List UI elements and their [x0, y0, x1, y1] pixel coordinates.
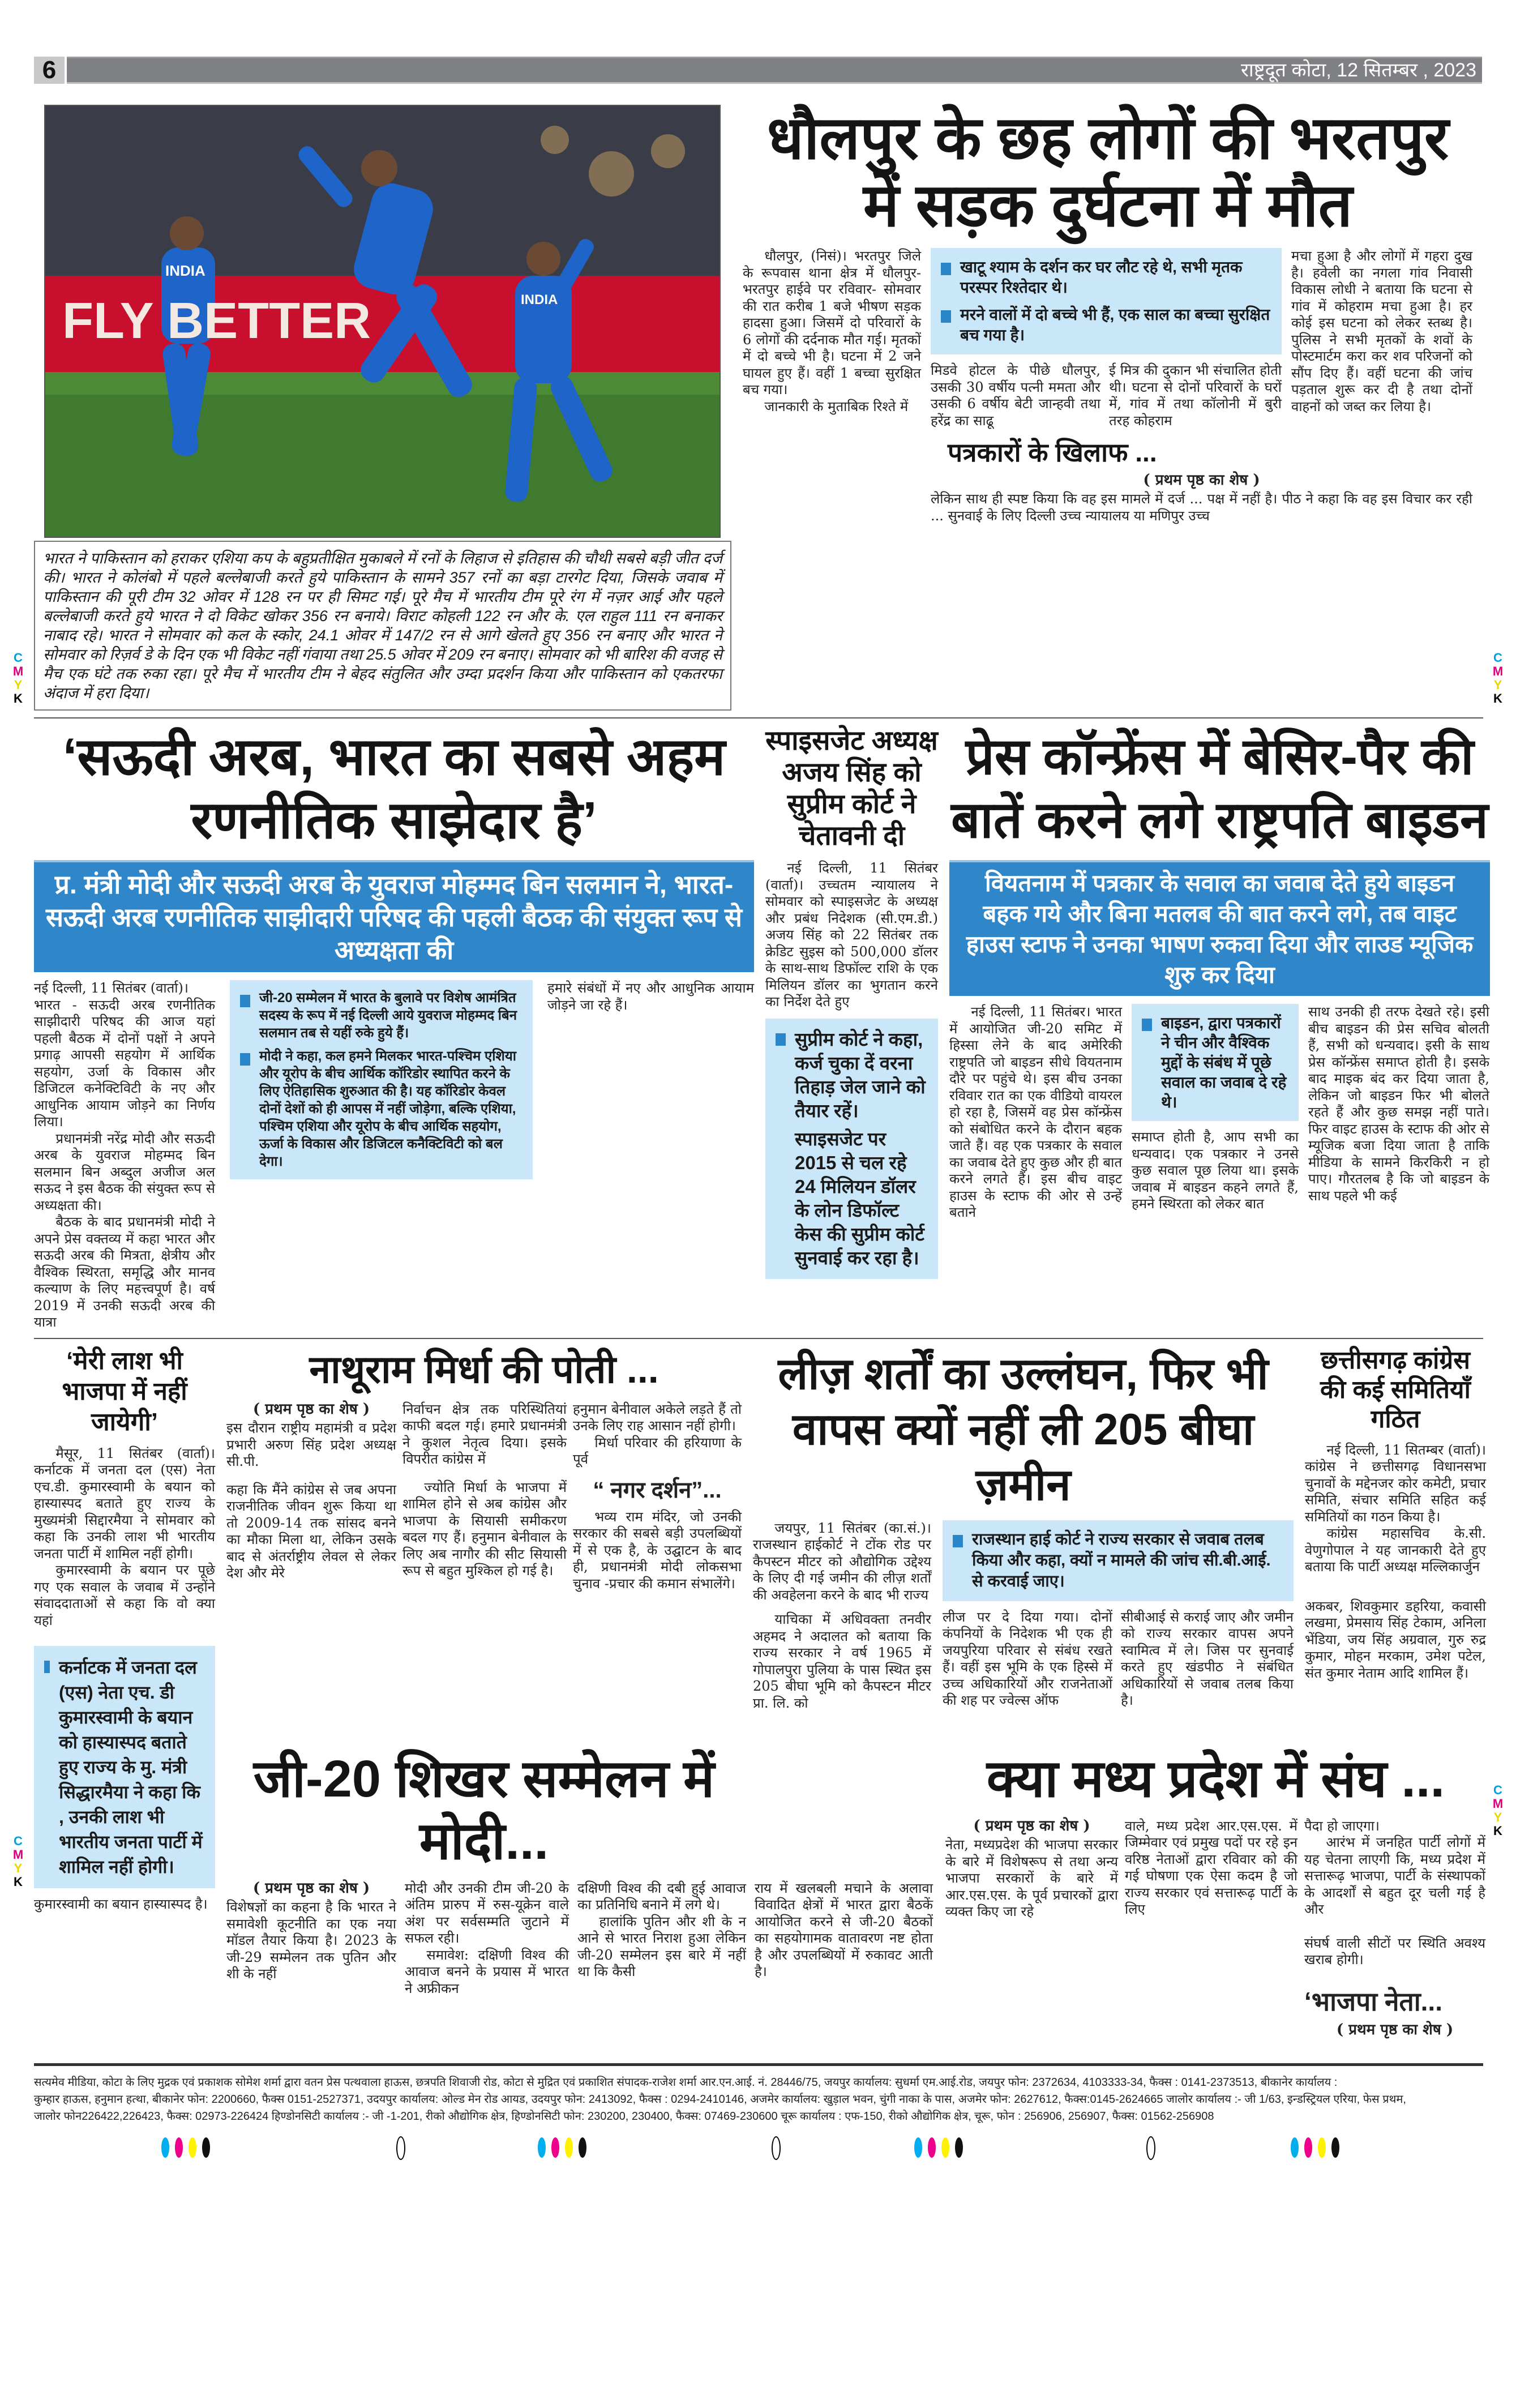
banner-biden: वियतनाम में पत्रकार के सवाल का जवाब देते हुये बाइडन बहक गये और बिना मतलब की बात करने लगे, तब वाइट हाउस स्टाफ ने उनका भाषण रुकवा दिया और लाउड म्यूजिक शुरु कर दिया	[949, 860, 1490, 996]
paragraph: जयपुर, 11 सितंबर (का.सं.)। राजस्थान हाईकोर्ट ने टोंक रोड पर कैपस्टन मीटर को औद्योगिक उद्देश्य के लिए दी गई जमीन की लीज़ शर्तों की अवहेलना करने के बाद भी राज्य	[753, 1520, 931, 1603]
article-biden-col3	[1308, 1004, 1489, 1204]
article-mp-col1	[945, 1818, 1118, 1921]
lower-right	[226, 1346, 1497, 2041]
article-dholpur-col2	[931, 362, 1100, 429]
paragraph: इस दौरान राष्ट्रीय महामंत्री व प्रदेश प्रभारी अरुण सिंह प्रदेश अध्यक्ष सी.पी.	[226, 1420, 396, 1469]
lease-section	[753, 1346, 1294, 1712]
bullet-icon	[776, 1033, 786, 1046]
cmyk-y: Y	[14, 678, 23, 692]
subheading-nagar-darshan: “ नगर दर्शन”...	[593, 1477, 722, 1503]
highlight-text: जी-20 सम्मेलन में भारत के बुलावे पर विशेष आमंत्रित सदस्य के रूप में नई दिल्ली आये युवराज मोहम्मद बिन सलमान तब से यहीं रुके हुये हैं।	[259, 990, 517, 1041]
paragraph: बैठक के बाद प्रधानमंत्री मोदी ने अपने प्रेस वक्तव्य में कहा भारत और सऊदी अरब की मित्रता, क्षेत्रीय और वैश्विक स्थिरता, समृद्धि और मानव कल्याण के लिए महत्त्वपूर्ण है। वर्ष 2019 में उनकी सऊदी अरब की यात्रा	[34, 1214, 215, 1330]
imprint-line: जालोर फोन226422,226423, फैक्स: 02973-226424 हिण्डोनसिटी कार्यालय :- जी -1-201, रीको औद्योगिक क्षेत्र, हिण्डोनसिटी फोन: 230200, 230400, फैक्स: 07469-230600 चूरू कार्यालय : एफ-150, रीको औद्योगिक क्षेत्र, चूरू, फोन : 256906, 256907, फैक्स: 01562-256908	[34, 2110, 1214, 2123]
article-mirdha-col3	[573, 1401, 742, 1593]
article-mirdha-col1b: कहा कि मैंने कांग्रेस से जब अपना राजनीतिक जीवन शुरू किया था तो 2009-14 तक सांसद बनने का मौका मिला था, लेकिन उसके बाद से अंतर्राष्ट्रीय लेवल से लेकर देश और मेरे	[226, 1481, 396, 1581]
article-karnataka	[34, 1445, 215, 1629]
highlight-box-saudi	[230, 980, 533, 1179]
cmyk-m: M	[12, 1847, 24, 1862]
row-lower	[34, 1346, 1486, 2041]
paragraph: हनुमान बेनीवाल अकेले लड़ते हैं तो उनके लिए राह आसान नहीं होगी।	[573, 1401, 742, 1434]
banner-saudi: प्र. मंत्री मोदी और सऊदी अरब के युवराज मोहम्मद बिन सलमान ने, भारत-सऊदी अरब रणनीतिक साझीदारी परिषद की पहली बैठक की संयुक्त रूप से अध्यक्षता की	[34, 860, 754, 972]
bullet-icon	[1142, 1019, 1152, 1031]
article-biden-col2	[1132, 1129, 1299, 1213]
article-chhattisgarh	[1305, 1442, 1486, 1682]
paragraph: हमारे संबंधों में नए और आधुनिक आयाम जोड़ने जा रहे हैं।	[547, 980, 754, 1013]
dholpur-middle	[931, 248, 1282, 429]
headline-lease: लीज़ शर्तों का उल्लंघन, फिर भी वापस क्यों नहीं ली 205 बीघा ज़मीन	[778, 1348, 1269, 1509]
continued-label: ( प्रथम पृष्ठ का शेष )	[252, 1879, 370, 1897]
paragraph: मोदी और उनकी टीम जी-20 के अंतिम प्रारुप में रुस-यूक्रेन वाले अंश पर सर्वसम्मति जुटाने में सफल रही।	[405, 1880, 569, 1946]
paragraph: नई दिल्ली, 11 सितंबर। भारत में आयोजित जी-20 समिट में हिस्सा लेने के बाद अमेरिकी राष्ट्रपति जो बाइडन सीधे वियतनाम दौरे पर पहुंचे थे। इस बीच उनका रविवार रात का एक वीडियो वायरल हो रहा है, जिसमें वह प्रेस कॉन्फ्रेंस को संबोधित करने के दौरान बहक जाते हैं। वह एक पत्रकार के सवाल का जवाब देते हुए कुछ और ही बात करने लगते हैं। इस बीच वाइट हाउस के स्टाफ की ओर से उन्हें बताने	[949, 1004, 1122, 1220]
biden-body	[949, 1004, 1490, 1221]
paragraph: भारत - सऊदी अरब रणनीतिक साझीदारी परिषद की आज यहां पहली बैठक में दोनों पक्षों ने अपने प्रगाढ़ आपसी सहयोग में आर्थिक सहयोग, उर्जा के विकास और डिजिटल कनेक्टिविटी के नए और आधुनिक आयाम जोड़ने का निर्णय लिया।	[34, 996, 215, 1130]
cmyk-c: C	[1493, 651, 1502, 665]
paragraph: दक्षिणी विश्व की दबी हुई आवाज का प्रतिनिधि बनाने में लगे थे।	[577, 1880, 746, 1913]
article-karnataka-cont	[34, 1896, 215, 1913]
headline-mirdha: नाथूराम मिर्धा की पोती ...	[309, 1348, 659, 1391]
article-mirdha-col3c: भव्य राम मंदिर, जो उनकी सरकार की सबसे बड़ी उपलब्धियों में से एक है, के उद्घाटन के बाद ही, प्रधानमंत्री मोदी लोकसभा चुनाव -प्रचार की कमान संभालेंगे।	[573, 1508, 742, 1592]
patrakar-section	[931, 438, 1472, 524]
registration-colour-bar	[1291, 2137, 1339, 2158]
row-fourth	[226, 1748, 1497, 2041]
paragraph: कुमारस्वामी का बयान हास्यास्पद है।	[34, 1896, 208, 1912]
spicejet-section	[765, 725, 938, 1279]
article-dholpur-col4	[1291, 248, 1472, 415]
lease-body	[753, 1520, 1294, 1712]
saudi-section	[34, 725, 754, 1331]
jersey-text: INDIA	[521, 292, 558, 307]
mirdha-body	[226, 1401, 742, 1593]
registration-marks	[34, 2131, 1483, 2170]
continued-label: ( प्रथम पृष्ठ का शेष )	[1143, 471, 1260, 489]
cmyk-y: Y	[14, 1861, 23, 1875]
paragraph: आरंभ में जनहित पार्टी लोगों में यह चेतना लाएगी कि, मध्य प्रदेश में सत्तारूढ़ भाजपा, पार्टी के संस्थापकों के आदर्शों से बहुत दूर चली गई है और	[1304, 1834, 1485, 1917]
paragraph: साथ उनकी ही तरफ देखते रहे। इसी बीच बाइडन की प्रेस सचिव बोलती हैं, सभी को धन्यवाद। इसी के साथ प्रेस कॉन्फ्रेंस समाप्त होती है। इसके बाद माइक बंद कर दिया जाता है, लेकिन जो बाइडन फिर भी बोलते रहते हैं और कुछ समझ नहीं पाते। फिर वाइट हाउस के स्टाफ की ओर से म्यूजिक बजा दिया जाता है ताकि मीडिया के सामने किरकिरी न हो पाए। गौरतलब है कि जो बाइडन के साथ पहले भी कई	[1308, 1004, 1489, 1204]
bullet-icon	[240, 995, 250, 1007]
karnataka-section	[34, 1346, 215, 1913]
divider	[34, 717, 1483, 718]
dateline: नई दिल्ली, 11 सितंबर (वार्ता)।	[34, 980, 189, 996]
headline-chhattisgarh: छत्तीसगढ़ कांग्रेस की कई समितियाँ गठित	[1320, 1346, 1471, 1433]
paragraph: निर्वाचन क्षेत्र तक परिस्थितियां काफी बदल गई। हमारे प्रधानमंत्री ने कुशल नेतृत्व दिया। इसके विपरीत कांग्रेस में	[402, 1401, 567, 1467]
dholpur-middle-cols	[931, 362, 1282, 429]
paragraph: नई दिल्ली, 11 सितम्बर (वार्ता)। कांग्रेस ने छत्तीसगढ़ विधानसभा चुनावों के मद्देनजर कोर कमेटी, प्रचार समिति, संचार समिति सहित कई समितियों का गठन किया है।	[1305, 1442, 1486, 1525]
highlight-text: स्पाइसजेट पर 2015 से चल रहे 24 मिलियन डॉलर के लोन डिफॉल्ट केस की सुप्रीम कोर्ट सुनवाई कर रहा है।	[795, 1128, 924, 1268]
footer-section	[34, 2063, 1483, 2170]
cmyk-marks-right	[1492, 651, 1504, 705]
article-g20-col4	[755, 1880, 933, 1981]
headline-karnataka: ‘मेरी लाश भी भाजपा में नहीं जायेगी’	[62, 1346, 187, 1436]
paragraph: अकबर, शिवकुमार डहरिया, कवासी लखमा, प्रेमसाय सिंह टेकाम, अनिला भेंडिया, जय सिंह अग्रवाल, गुरु रुद्र कुमार, मोहन मरकाम, उमेश पटेल, संत कुमार नेताम आदि शामिल हैं।	[1305, 1598, 1486, 1681]
imprint-line: कुम्हार हाऊस, हनुमान हत्था, बीकानेर फोन: 2200660, फैक्स 0151-2527371, उदयपुर कार्यालय: ओल्ड मेन रोड आयड, उदयपुर फोन: 2413092, फैक्स : 0294-2410146, अजमेर कार्यालय: खुड़ाल भवन, चुंगी नाका के पास, अजमेर फोन: 2627612, फैक्स:0145-2624665 जालोर कार्यालय :- जी 1/63, इन्डस्ट्रियल एरिया, फेस प्रथम,	[34, 2093, 1406, 2106]
article-saudi-col1	[34, 980, 215, 1331]
cmyk-marks-right-lower	[1492, 1783, 1504, 1838]
jersey-text: INDIA	[165, 262, 205, 279]
article-mirdha-col2b: ज्योति मिर्धा के भाजपा में शामिल होने से अब कांग्रेस और भाजपा के सियासी समीकरण बदल गए हैं। हनुमान बेनीवाल के लिए अब नागौर की सीट सियासी रूप से बहुत मुश्किल हो गई है।	[402, 1479, 567, 1579]
photo-caption: भारत ने पाकिस्तान को हराकर एशिया कप के बहुप्रतीक्षित मुकाबले में रनों के लिहाज से इतिहास की चौथी सबसे बड़ी जीत दर्ज की। भारत ने कोलंबो में पहले बल्लेबाजी करते हुये पाकिस्तान के सामने 357 रनों का बड़ा टारगेट दिया, जिसके जवाब में पाकिस्तान की पूरी टीम 32 ओवर में 128 रन पर ही सिमट गई। पूरे मैच में भारतीय टीम पूरे रंग में नज़र आई और पहले बल्लेबाजी करते हुये भारत ने दो विकेट खोकर 356 रन बनाये। विराट कोहली 122 रन और के. एल राहुल 111 रन बनाकर नाबाद रहे। भारत ने सोमवार को कल के स्कोर, 24.1 ओवर में 147/2 रन से आगे खेलते हुए 356 रन बनाए और भारत ने सोमवार को रिज़र्व डे के दिन एक भी विकेट नहीं गंवाया तथा 25.5 ओवर में 209 रन बनाए। सोमवार को भी बारिश की वजह से मैच एक घंटे तक रुका रहा। पूरे मैच में भारतीय टीम ने बेहद संतुलित और उम्दा प्रदर्शन किया और पाकिस्तान को एकतरफा अंदाज में हरा दिया।	[34, 541, 731, 711]
paragraph: प्रधानमंत्री नरेंद्र मोदी और सऊदी अरब के युवराज मोहम्मद बिन सलमान बिन अब्दुल अजीज अल सऊद ने इस बैठक की संयुक्त रूप से अध्यक्षता की।	[34, 1130, 215, 1213]
paragraph: धौलपुर, (निसं)। भरतपुर जिले के रूपवास थाना क्षेत्र में धौलपुर- भरतपुर हाईवे पर रविवार- सोमवार की रात करीब 1 बजे भीषण सड़क हादसा हुआ। जिसमें दो परिवारों के 6 लोगों की दर्दनाक मौत गई। मृतकों में दो बच्चे भी है। घटना में 2 जने घायल हुए हैं। वहीं 1 बच्चा सुरक्षित बच गया।	[743, 248, 921, 398]
lease-middle	[943, 1520, 1294, 1709]
highlight-text: खाटू श्याम के दर्शन कर घर लौट रहे थे, सभी मृतक परस्पर रिश्तेदार थे।	[960, 258, 1243, 297]
paragraph: समाप्त होती है, आप सभी का धन्यवाद। एक पत्रकार ने उनसे कुछ सवाल पूछ लिया था। इसके जवाब में बाइडन कहने लगते हैं, हमने स्थिरता को लेकर बात	[1132, 1129, 1299, 1212]
headline-biden: प्रेस कॉन्फ्रेंस में बेसिर-पैर की बातें करने लगे राष्ट्रपति बाइडन	[951, 729, 1488, 849]
registration-target-icon	[396, 2136, 405, 2160]
highlight-text: राजस्थान हाई कोर्ट ने राज्य सरकार से जवाब तलब किया और कहा, क्यों न मामले की जांच सी.बी.आई. से करवाई जाए।	[972, 1530, 1271, 1590]
paragraph: विशेषज्ञों का कहना है कि भारत ने समावेशी कूटनीति का एक नया मॉडल तैयार किया है। 2023 के जी-29 सम्मेलन तक पुतिन और शी के नहीं	[226, 1899, 396, 1982]
masthead-date: राष्ट्रदूत कोटा, 12 सितम्बर , 2023	[1241, 59, 1476, 81]
row-second	[34, 725, 1489, 1331]
cmyk-m: M	[1492, 1797, 1504, 1811]
subheading-bjp-neta: ‘भाजपा नेता...	[1304, 1986, 1442, 2016]
bullet-icon	[941, 263, 951, 275]
chhattisgarh-section	[1305, 1346, 1486, 1682]
bullet-icon	[953, 1535, 963, 1547]
mirdha-section	[226, 1346, 742, 1593]
paragraph: हालांकि पुतिन और शी के न आने से भारत निराश हुआ लेकिन जी-20 सम्मेलन इस बारे में नहीं था कि कैसी	[577, 1913, 746, 1979]
article-g20-col3	[577, 1880, 746, 1981]
continued-label: ( प्रथम पृष्ठ का शेष )	[252, 1400, 370, 1418]
cmyk-c: C	[1493, 1783, 1502, 1797]
article-dholpur-col1	[743, 248, 921, 415]
highlight-box-spicejet	[765, 1019, 938, 1279]
mp-body	[945, 1818, 1486, 2041]
cmyk-y: Y	[1493, 678, 1502, 692]
bullet-icon	[941, 310, 951, 323]
cmyk-marks-left	[12, 651, 24, 705]
paragraph: राय में खलबली मचाने के अलावा विवादित क्षेत्रों में भारत द्वारा बैठकें आयोजित करने से जी-20 बैठकों का सहयोगामक वातावरण नष्ट होता है और उपलब्धियों में रुकावट आती है।	[755, 1880, 933, 1979]
article-dholpur-col3	[1109, 362, 1282, 429]
paragraph: नई दिल्ली, 11 सितंबर (वार्ता)। उच्चतम न्यायालय ने सोमवार को स्पाइसजेट के अध्यक्ष और प्रबंध निदेशक (सी.एम.डी.) अजय सिंह को 22 सितंबर तक क्रेडिट सुइस को 500,000 डॉलर के साथ-साथ डिफॉल्ट राशि के एक मिलियन डॉलर का भुगतान करने का निर्देश देते हुए	[765, 860, 938, 1010]
article-lease-col1	[753, 1520, 931, 1712]
article-patrakar	[931, 472, 1472, 525]
article-bjp-neta: ( प्रथम पृष्ठ का शेष )	[1336, 2021, 1454, 2038]
headline-g20: जी-20 शिखर सम्मेलन में मोदी...	[253, 1750, 715, 1870]
paragraph: लेकिन साथ ही स्पष्ट किया कि वह इस मामले में दर्ज ... पक्ष में नहीं है। पीठ ने कहा कि वह इस विचार कर रही ... सुनवाई के लिए दिल्ली उच्च न्यायालय या मणिपुर उच्च	[931, 491, 1472, 524]
saudi-body	[34, 980, 754, 1331]
row-third	[226, 1346, 1497, 1731]
highlight-box-karnataka	[34, 1646, 215, 1888]
registration-colour-bar	[161, 2137, 210, 2158]
paragraph: मैसूर, 11 सितंबर (वार्ता)। कर्नाटक में जनता दल (एस) नेता एच.डी. कुमारस्वामी के बयान को हास्यास्पद बताते हुए राज्य के मुख्यमंत्री सिद्दारमैया ने सोमवार को कहा कि उनकी लाश भी भारतीय जनता पार्टी में शामिल नहीं होगी।	[34, 1445, 215, 1562]
continued-label: ( प्रथम पृष्ठ का शेष )	[973, 1817, 1090, 1834]
highlight-text: मोदी ने कहा, कल हमने मिलकर भारत-पश्चिम एशिया और यूरोप के बीच आर्थिक कॉरिडोर स्थापित करने के लिए ऐतिहासिक शुरुआत की है। यह कॉरिडोर केवल दोनों देशों को ही आपस में नहीं जोड़ेगा, बल्कि एशिया, पश्चिम एशिया और यूरोप के बीच आर्थिक सहयोग, ऊर्जा के विकास और डिजिटल कनैक्टिविटी को बल देगा।	[259, 1049, 516, 1169]
divider	[34, 1338, 1483, 1339]
paragraph: पैदा हो जाएगा।	[1304, 1817, 1380, 1834]
cricket-photo	[44, 105, 721, 538]
imprint-footer	[34, 2074, 1483, 2125]
paragraph: जानकारी के मुताबिक रिश्ते में	[764, 398, 909, 414]
paragraph: कांग्रेस महासचिव के.सी. वेणुगोपाल ने यह जानकारी देते हुए बताया कि पार्टी अध्यक्ष मल्लिकार्जुन	[1305, 1525, 1486, 1575]
headline-dholpur: धौलपुर के छह लोगों की भरतपुर में सड़क दुर्घटना में मौत	[766, 105, 1449, 239]
article-spicejet	[765, 860, 938, 1011]
paragraph: लीज पर दे दिया गया। दोनों कंपनियों के निदेशक भी एक ही जयपुरिया परिवार से संबंध रखते हैं। वहीं इस भूमि के एक हिस्से में उच्च अधिकारियों और राजनेताओं की शह पर ज्वेल्स ऑफ	[943, 1609, 1112, 1708]
article-mirdha-col1	[226, 1401, 396, 1582]
paragraph: नेता, मध्यप्रदेश की भाजपा सरकार के बारे में विशेषरूप से तथा अन्य भाजपा सरकारों के बारे में आर.एस.एस. के पूर्व प्रचारकों द्वारा व्यक्त किए जा रहे	[945, 1837, 1118, 1919]
lease-middle-cols	[943, 1609, 1294, 1709]
cmyk-c: C	[14, 1834, 23, 1848]
cmyk-c: C	[14, 651, 23, 665]
cmyk-y: Y	[1493, 1810, 1502, 1824]
registration-colour-bar	[914, 2137, 963, 2158]
ad-banner-text: FLY BETTER	[62, 293, 371, 349]
article-lease-col1b: याचिका में अधिवक्ता तनवीर अहमद ने अदालत को बताया कि राज्य सरकार ने वर्ष 1965 में गोपालपुरा पुलिया के पास स्थित इस 205 बीघा भूमि को कैपस्टन मीटर प्रा. लि. को	[753, 1611, 931, 1711]
cmyk-k: K	[1493, 691, 1502, 705]
article-mp-col2	[1125, 1818, 1297, 1918]
article-g20-col2	[405, 1880, 569, 1998]
headline-mp: क्या मध्य प्रदेश में संघ ...	[986, 1750, 1445, 1808]
cmyk-k: K	[14, 1875, 23, 1889]
g20-body	[226, 1880, 934, 1998]
cmyk-marks-left-lower	[12, 1834, 24, 1889]
paragraph: मिर्धा परिवार की हरियाणा के पूर्व	[573, 1434, 742, 1467]
bullet-icon	[44, 1661, 50, 1673]
cmyk-m: M	[12, 664, 24, 678]
highlight-text: मरने वालों में दो बच्चे भी हैं, एक साल का बच्चा सुरक्षित बच गया है।	[960, 306, 1270, 344]
article-g20-col1	[226, 1880, 396, 1983]
highlight-box-lease	[943, 1520, 1294, 1601]
registration-colour-bar	[538, 2137, 586, 2158]
cmyk-m: M	[1492, 664, 1504, 678]
biden-section	[949, 725, 1490, 1221]
registration-target-icon	[1146, 2136, 1155, 2160]
g20-section	[226, 1748, 934, 1998]
article-biden-col1	[949, 1004, 1122, 1221]
paragraph: मचा हुआ है और लोगों में गहरा दुख है। हवेली का नगला गांव निवासी विकास लोधी ने बताया कि घटना से गांव में कोहराम मचा हुआ है। हर कोई इस घटना को लेकर स्तब्ध है। पुलिस ने सभी मृतकों के शवों के पोस्टमार्टम करा कर शव परिजनों को सौंप दिए हैं। वहीं घटना की जांच पड़ताल शुरू कर दी है तथा दोनों वाहनों को जब्त कर लिया है।	[1291, 248, 1472, 414]
article-lease-col2	[943, 1609, 1112, 1709]
mp-section	[945, 1748, 1486, 2041]
paragraph: समावेश: दक्षिणी विश्व की आवाज बनने के प्रयास में भारत ने अफ्रीकन	[405, 1947, 569, 1996]
paragraph: सीबीआई से कराई जाए और जमीन को राज्य सरकार वापस अपने स्वामित्व में ले। जिस पर सुनवाई करते हुए खंडपीठ ने संबंधित अधिकारियों से जवाब तलब किया है।	[1121, 1609, 1294, 1708]
cmyk-k: K	[1493, 1824, 1502, 1838]
cmyk-k: K	[14, 691, 23, 705]
footer-rule	[34, 2063, 1483, 2066]
headline-saudi: ‘सऊदी अरब, भारत का सबसे अहम रणनीतिक साझेदार है’	[62, 728, 726, 849]
highlight-box-dholpur	[931, 248, 1282, 354]
paragraph: मिडवे होटल के पीछे धौलपुर, उसकी 30 वर्षीय पत्नी ममता और उसकी 6 वर्षीय बेटी जान्हवी तथा हरेंद्र का साढू	[931, 362, 1100, 429]
article-lease-col3	[1121, 1609, 1294, 1709]
article-saudi-col3	[547, 980, 754, 1013]
photo-section	[34, 105, 731, 711]
paragraph: कुमारस्वामी के बयान पर पूछे गए एक सवाल के जवाब में उन्होंने संवाददाताओं से कहा कि वो क्या यहां	[34, 1562, 215, 1628]
paragraph: वाले, मध्य प्रदेश आर.एस.एस. में जिम्मेवार एवं प्रमुख पदों पर रहे इन वरिष्ठ नेताओं द्वारा रविवार को की गई घोषणा एक ऐसा कदम है जो राज्य सरकार एवं सत्तारूढ़ पार्टी के लिए	[1125, 1817, 1297, 1917]
highlight-box-biden	[1132, 1004, 1299, 1121]
highlight-text: बाइडन, द्वारा पत्रकारों ने चीन और वैश्विक मुद्दों के संबंध में पूछे सवाल का जवाब दे रहे थे।	[1161, 1014, 1287, 1111]
paragraph: ई मित्र की दुकान भी संचालित होती थी। घटना से दोनों परिवारों के घरों में, गांव में तथा कॉलोनी में बुरी तरह कोहराम	[1109, 362, 1282, 429]
highlight-text: कर्नाटक में जनता दल (एस) नेता एच. डी कुमारस्वामी के बयान को हास्यास्पद बताते हुए राज्य के मु. मंत्री सिद्धारमैया ने कहा कि , उनकी लाश भी भारतीय जनता पार्टी में शामिल नहीं होगी।	[59, 1657, 203, 1877]
page-number: 6	[34, 57, 67, 84]
bullet-icon	[240, 1053, 250, 1066]
article-mirdha-col2	[402, 1401, 567, 1580]
headline-patrakar: पत्रकारों के खिलाफ ...	[948, 438, 1157, 468]
article-mp-col3	[1304, 1818, 1485, 2041]
imprint-line: सत्यमेव मीडिया, कोटा के लिए मुद्रक एवं प्रकाशक सोमेश शर्मा द्वारा वतन प्रेस पत्थवाला हाऊस, छत्रपति शिवाजी रोड, कोटा से मुद्रित एवं प्रकाशित संपादक-राजेश शर्मा आर.एन.आई. नं. 28446/75, जयपुर कार्यालय: सुधर्मा एम.आई.रोड, जयपुर फोन: 2372634, 4103333-34, फैक्स : 0141-2373513, बीकानेर कार्यालय :	[34, 2076, 1338, 2089]
headline-spicejet: स्पाइसजेट अध्यक्ष अजय सिंह को सुप्रीम कोर्ट ने चेतावनी दी	[765, 726, 938, 851]
row-top	[34, 105, 1483, 711]
registration-target-icon	[772, 2136, 781, 2160]
dholpur-section	[743, 105, 1473, 524]
paragraph: संघर्ष वाली सीटों पर स्थिति अवश्य खराब होगी।	[1304, 1935, 1485, 1968]
dholpur-body	[743, 248, 1473, 524]
biden-middle	[1132, 1004, 1299, 1213]
highlight-text: सुप्रीम कोर्ट ने कहा, कर्ज चुका दें वरना तिहाड़ जेल जाने को तैयार रहें।	[795, 1028, 926, 1121]
